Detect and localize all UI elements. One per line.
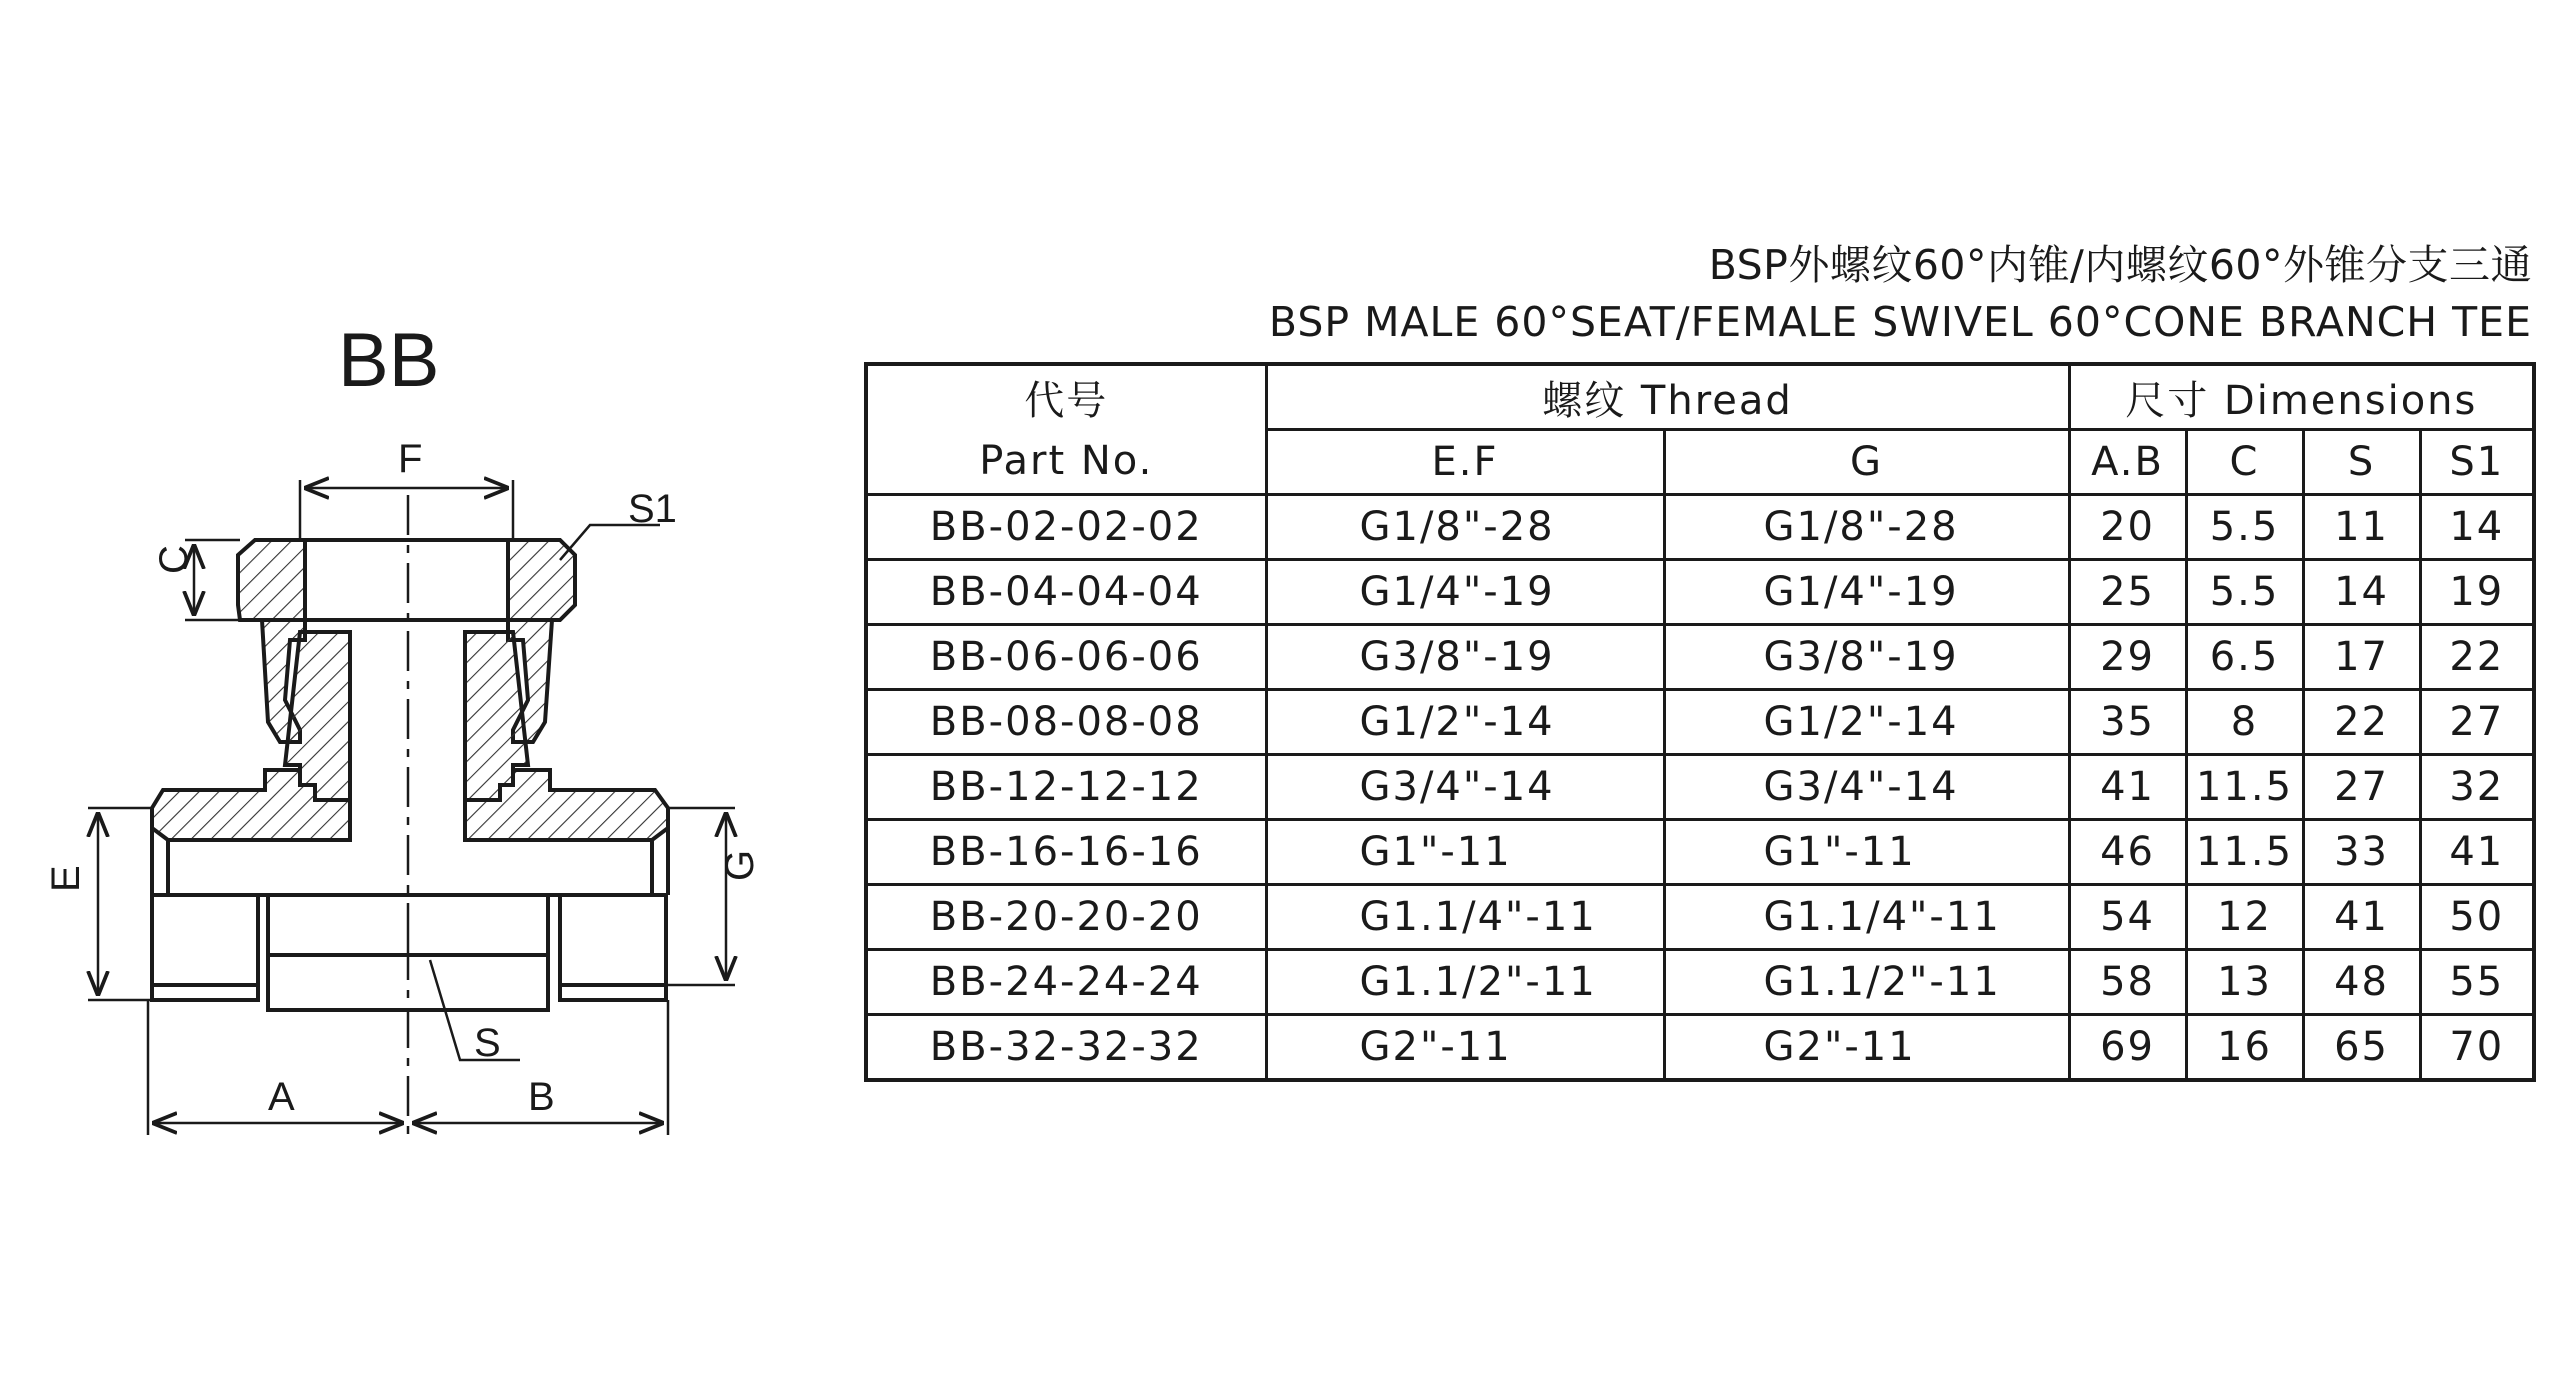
header-s1: S1 [2420, 430, 2534, 495]
cell-s1: 27 [2420, 690, 2534, 755]
cell-part: BB-24-24-24 [866, 950, 1266, 1015]
cell-c: 8 [2186, 690, 2303, 755]
cell-ef: G2"-11 [1266, 1015, 1664, 1081]
cell-c: 5.5 [2186, 495, 2303, 560]
table-row [866, 950, 2534, 1015]
cell-g: G3/4"-14 [1664, 755, 2069, 820]
table-row [866, 495, 2534, 560]
cell-s1: 50 [2420, 885, 2534, 950]
cell-ab: 35 [2069, 690, 2186, 755]
header-part-no-cn: 代号 [866, 364, 1266, 430]
table-row [866, 755, 2534, 820]
cell-s1: 32 [2420, 755, 2534, 820]
cell-c: 11.5 [2186, 755, 2303, 820]
table-row [866, 625, 2534, 690]
cell-c: 12 [2186, 885, 2303, 950]
model-code: BB [338, 318, 440, 403]
cell-s1: 22 [2420, 625, 2534, 690]
label-s: S [474, 1021, 501, 1065]
cell-g: G1/8"-28 [1664, 495, 2069, 560]
cell-g: G2"-11 [1664, 1015, 2069, 1081]
header-c: C [2186, 430, 2303, 495]
cell-s: 14 [2303, 560, 2420, 625]
cell-c: 16 [2186, 1015, 2303, 1081]
cell-ef: G1.1/2"-11 [1266, 950, 1664, 1015]
label-b: B [528, 1075, 555, 1119]
cell-ef: G1/8"-28 [1266, 495, 1664, 560]
cell-s1: 41 [2420, 820, 2534, 885]
header-dimensions: 尺寸 Dimensions [2069, 364, 2534, 430]
header-row-bottom [866, 430, 2534, 495]
cell-ab: 69 [2069, 1015, 2186, 1081]
cell-part: BB-20-20-20 [866, 885, 1266, 950]
cell-ab: 46 [2069, 820, 2186, 885]
cell-s: 41 [2303, 885, 2420, 950]
cell-ef: G3/4"-14 [1266, 755, 1664, 820]
cell-s: 17 [2303, 625, 2420, 690]
cell-s1: 14 [2420, 495, 2534, 560]
cell-g: G1/2"-14 [1664, 690, 2069, 755]
cell-ef: G3/8"-19 [1266, 625, 1664, 690]
header-ef: E.F [1266, 430, 1664, 495]
cell-ef: G1"-11 [1266, 820, 1664, 885]
cell-part: BB-12-12-12 [866, 755, 1266, 820]
cell-s: 22 [2303, 690, 2420, 755]
cell-part: BB-08-08-08 [866, 690, 1266, 755]
spec-table [864, 362, 2536, 1082]
cell-c: 5.5 [2186, 560, 2303, 625]
cell-c: 6.5 [2186, 625, 2303, 690]
cell-g: G1.1/4"-11 [1664, 885, 2069, 950]
cell-g: G1.1/2"-11 [1664, 950, 2069, 1015]
label-e: E [44, 865, 88, 892]
header-part-no-en: Part No. [866, 430, 1266, 495]
header-s: S [2303, 430, 2420, 495]
cell-g: G1"-11 [1664, 820, 2069, 885]
label-g: G [718, 849, 762, 881]
cell-s1: 19 [2420, 560, 2534, 625]
table-row [866, 1015, 2534, 1081]
label-a: A [268, 1075, 295, 1119]
cell-part: BB-32-32-32 [866, 1015, 1266, 1081]
cell-c: 13 [2186, 950, 2303, 1015]
cell-part: BB-06-06-06 [866, 625, 1266, 690]
title-english: BSP MALE 60°SEAT/FEMALE SWIVEL 60°CONE BRANCH TEE [1268, 298, 2532, 346]
cell-ab: 25 [2069, 560, 2186, 625]
cell-part: BB-04-04-04 [866, 560, 1266, 625]
title-chinese: BSP外螺纹60°内锥/内螺纹60°外锥分支三通 [1708, 241, 2532, 289]
cell-s1: 55 [2420, 950, 2534, 1015]
cell-ab: 29 [2069, 625, 2186, 690]
table-row [866, 560, 2534, 625]
header-row-top [866, 364, 2534, 430]
header-ab: A.B [2069, 430, 2186, 495]
cell-part: BB-02-02-02 [866, 495, 1266, 560]
cell-c: 11.5 [2186, 820, 2303, 885]
cell-ef: G1/4"-19 [1266, 560, 1664, 625]
cell-s: 11 [2303, 495, 2420, 560]
cell-s1: 70 [2420, 1015, 2534, 1081]
cell-ef: G1.1/4"-11 [1266, 885, 1664, 950]
branch-stem [285, 632, 528, 800]
cell-s: 48 [2303, 950, 2420, 1015]
label-s1: S1 [628, 487, 677, 531]
cell-g: G3/8"-19 [1664, 625, 2069, 690]
cell-s: 33 [2303, 820, 2420, 885]
swivel-nut [238, 540, 575, 742]
table-row [866, 820, 2534, 885]
header-g: G [1664, 430, 2069, 495]
table-row [866, 885, 2534, 950]
cell-ab: 58 [2069, 950, 2186, 1015]
cell-s: 65 [2303, 1015, 2420, 1081]
table-row [866, 690, 2534, 755]
fitting-drawing [0, 0, 860, 1378]
tee-body [152, 770, 668, 1010]
cell-ab: 20 [2069, 495, 2186, 560]
cell-ef: G1/2"-14 [1266, 690, 1664, 755]
cell-ab: 41 [2069, 755, 2186, 820]
cell-g: G1/4"-19 [1664, 560, 2069, 625]
label-c: C [152, 545, 196, 574]
cell-part: BB-16-16-16 [866, 820, 1266, 885]
cell-ab: 54 [2069, 885, 2186, 950]
label-f: F [398, 437, 423, 481]
cell-s: 27 [2303, 755, 2420, 820]
header-thread: 螺纹 Thread [1266, 364, 2069, 430]
